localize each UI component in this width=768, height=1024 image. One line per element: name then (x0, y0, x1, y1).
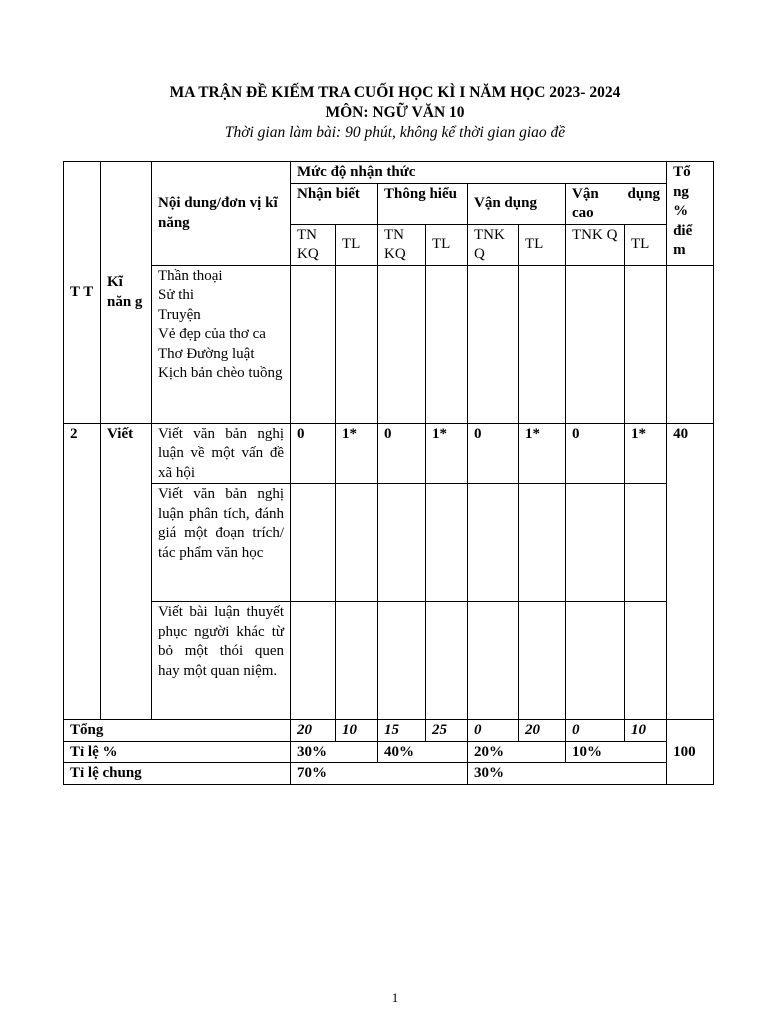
reading-row (64, 265, 714, 423)
list-item: Thơ Đường luật (158, 345, 255, 362)
sub-header: TNK Q (566, 224, 625, 265)
writing-total: 40 (667, 423, 714, 720)
list-item: Vẻ đẹp của thơ ca (158, 326, 266, 342)
list-item: Sử thi (158, 287, 195, 303)
ratio-value: 20% (468, 741, 566, 763)
ratio-general-value: 30% (468, 763, 667, 785)
ratio-row (64, 741, 714, 763)
writing-row-3 (64, 602, 714, 720)
page-number: 1 (391, 990, 399, 1005)
list-item: Kịch bản chèo tuồng (158, 365, 283, 381)
ratio-general-value: 70% (291, 763, 468, 785)
sub-header: TNK Q (468, 224, 519, 265)
header-level-apply: Vận dụng (468, 183, 566, 224)
writing-value: 0 (291, 423, 336, 484)
ratio-label: Tỉ lệ % (64, 741, 291, 763)
list-item: Truyện (158, 306, 201, 323)
sub-header: TL (426, 224, 468, 265)
writing-value: 1* (336, 423, 378, 484)
header-row-1 (64, 162, 714, 184)
totals-value: 10 (625, 720, 667, 742)
time-note: Thời gian làm bài: 90 phút, không kể thời gian giao đề (224, 124, 566, 141)
header-total-percent: Tổ ng % điể m (667, 162, 714, 266)
totals-label: Tổng (64, 720, 291, 742)
sub-header: TL (519, 224, 566, 265)
sub-header: TN KQ (291, 224, 336, 265)
header-skill: Kĩ năn g (101, 162, 152, 424)
totals-value: 20 (291, 720, 336, 742)
totals-value: 10 (336, 720, 378, 742)
writing-value: 0 (468, 423, 519, 484)
totals-row (64, 720, 714, 742)
writing-value: 0 (378, 423, 426, 484)
writing-value: 1* (519, 423, 566, 484)
writing-content-1: Viết văn bản nghị luận về một vấn đề xã hội (152, 423, 291, 484)
reading-content-list (152, 265, 291, 423)
totals-value: 25 (426, 720, 468, 742)
ratio-value: 40% (378, 741, 468, 763)
writing-value: 1* (625, 423, 667, 484)
sub-header: TL (625, 224, 667, 265)
list-item: Thần thoại (158, 267, 223, 284)
header-level-recognize: Nhận biết (291, 183, 378, 224)
totals-value: 0 (566, 720, 625, 742)
sub-header: TL (336, 224, 378, 265)
writing-content-3: Viết bài luận thuyết phục người khác từ bỏ một thói quen hay một quan niệm. (152, 602, 291, 720)
totals-value: 15 (378, 720, 426, 742)
ratio-value: 10% (566, 741, 667, 763)
totals-value: 20 (519, 720, 566, 742)
grand-total: 100 (667, 720, 714, 785)
header-level-understand: Thông hiểu (378, 183, 468, 224)
writing-tt: 2 (64, 423, 101, 720)
writing-skill: Viết (101, 423, 152, 720)
assessment-matrix-table (63, 161, 714, 785)
header-content: Nội dung/đơn vị kĩ năng (152, 162, 291, 266)
subject-title: MÔN: NGỮ VĂN 10 (325, 104, 465, 121)
header-cognitive-level: Mức độ nhận thức (291, 162, 667, 184)
ratio-general-row (64, 763, 714, 785)
writing-content-2: Viết văn bản nghị luận phân tích, đánh giá một đoạn trích/ tác phẩm văn học (152, 484, 291, 602)
totals-value: 0 (468, 720, 519, 742)
writing-value: 0 (566, 423, 625, 484)
writing-row-2 (64, 484, 714, 602)
writing-row-1 (64, 423, 714, 484)
document-title: MA TRẬN ĐỀ KIẾM TRA CUỐI HỌC KÌ I NĂM HỌC 2023- 2024 (169, 84, 621, 101)
ratio-value: 30% (291, 741, 378, 763)
ratio-general-label: Tỉ lệ chung (64, 763, 291, 785)
header-level-apply-high: Vận dụng cao (566, 183, 667, 224)
sub-header: TN KQ (378, 224, 426, 265)
header-tt: T T (64, 162, 101, 424)
writing-value: 1* (426, 423, 468, 484)
